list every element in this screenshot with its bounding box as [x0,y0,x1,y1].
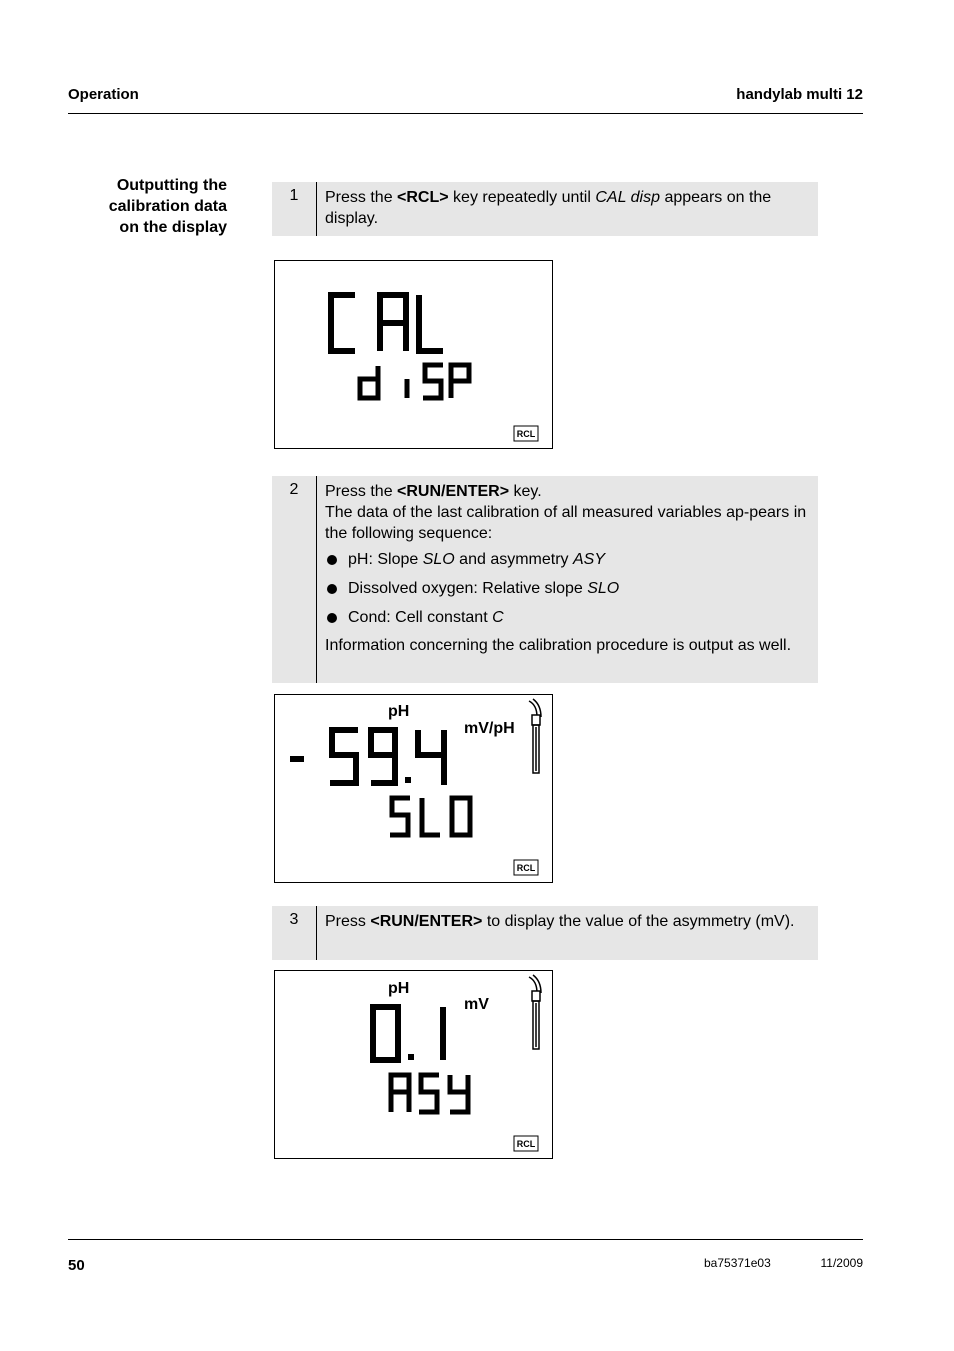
step-text: Press <RUN/ENTER> to display the value of the asymmetry (mV). [325,913,795,930]
bullet-icon [327,613,337,623]
running-header-section: Operation [68,86,139,103]
step-divider [316,906,317,960]
ph-label: pH [388,980,410,997]
lcd-line2-disp [360,365,469,398]
key-name: <RUN/ENTER> [397,483,510,500]
footer-rule [68,1239,863,1240]
bullet-icon [327,584,337,594]
list-item: pH: Slope SLO and asymmetry ASY [325,549,808,570]
step-number: 2 [289,481,299,498]
document-code: ba75371e03 [704,1256,771,1270]
list-item: Dissolved oxygen: Relative slope SLO [325,578,808,599]
key-name: <RUN/ENTER> [370,913,483,930]
unit-label: mV/pH [464,720,515,737]
unit-label: mV [464,996,489,1013]
step-note: Information concerning the calibration procedure is output as well. [325,637,792,654]
step-description: The data of the last calibration of all measured variables ap-pears in the following sequence: [325,504,807,542]
lcd-value-line [290,730,444,785]
step-3 [272,906,818,960]
step-number: 3 [289,911,299,928]
page-number: 50 [68,1257,85,1274]
running-header-product: handylab multi 12 [736,86,863,103]
side-heading-line: calibration data [108,198,227,215]
document-date: 11/2009 [820,1256,863,1270]
bullet-icon [327,555,337,565]
header-rule [68,113,863,114]
lcd-line1-cal [331,295,443,351]
electrode-icon [529,699,541,773]
lcd-text-line [391,1075,468,1112]
step-1 [272,182,818,236]
step-text: Press the <RCL> key repeatedly until CAL disp appears on the display. [325,189,772,227]
step-divider [316,182,317,236]
step-number: 1 [289,187,299,204]
step-text: Press the <RUN/ENTER> key. The data of the last calibration of all measured variables ap-pears in the following sequence: pH: Slope SLO and asymmetry ASY Dissolved oxygen: Relative slope SLO Cond: Cell constant C Information concerning the calibration procedure is output as well. [325,483,807,654]
display-text: CAL disp [595,189,660,206]
step-divider [316,476,317,683]
ph-label: pH [388,703,410,720]
lcd-text-line [390,798,470,835]
list-item: Cond: Cell constant C [325,607,808,628]
bullet-list [325,549,808,628]
side-heading-line: Outputting the [116,177,227,194]
rcl-badge: RCL [516,1139,536,1149]
lcd-value-line [373,1007,443,1060]
electrode-icon [529,975,541,1049]
side-heading-line: on the display [119,219,227,236]
step-2 [272,476,818,683]
rcl-badge: RCL [516,429,536,439]
lcd-display-slope [274,694,553,883]
lcd-display-asymmetry [274,970,553,1159]
lcd-display-cal-disp [274,260,553,449]
key-name: <RCL> [397,189,449,206]
rcl-badge: RCL [516,863,536,873]
side-heading [60,175,227,238]
